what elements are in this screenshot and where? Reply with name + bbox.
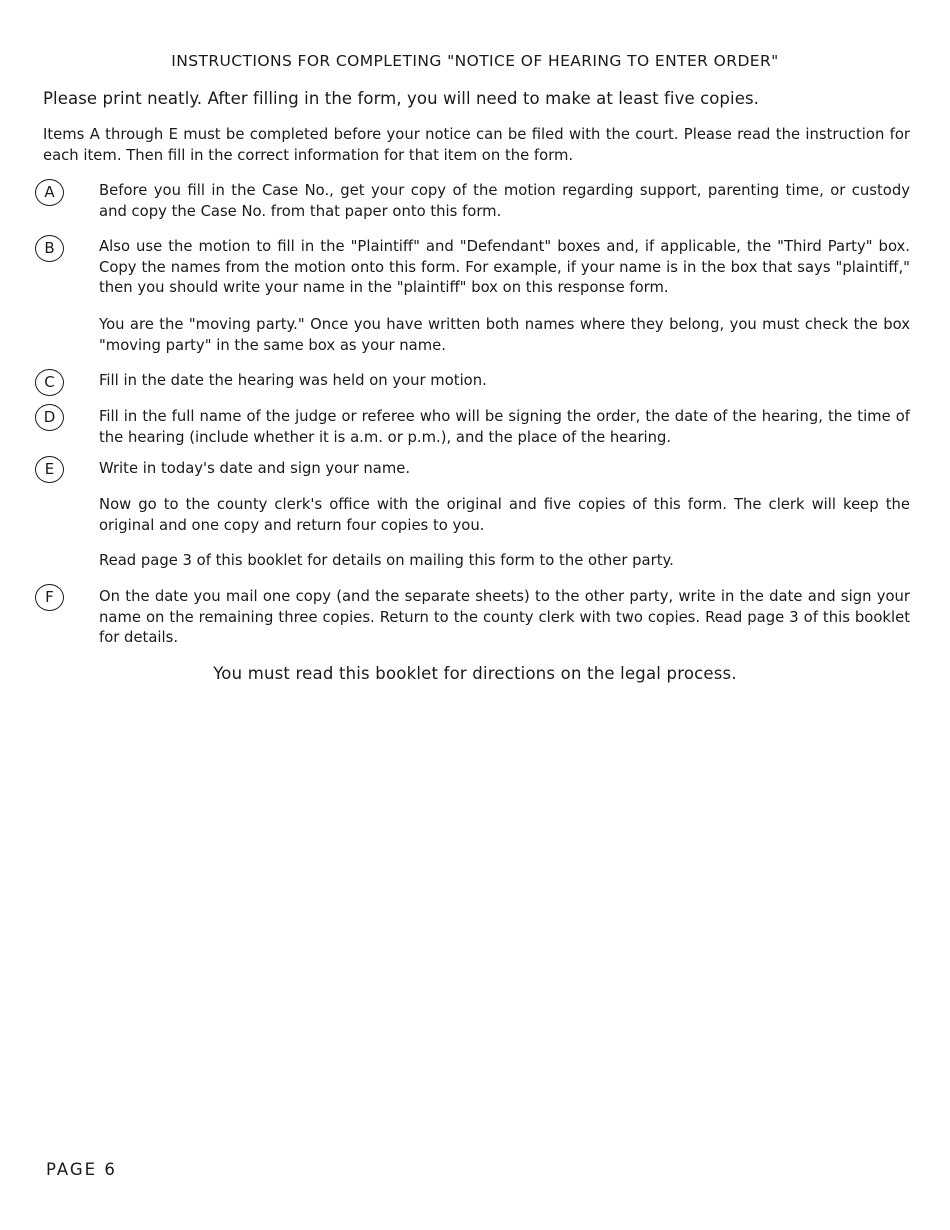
item-b-paragraph-2: You are the "moving party." Once you have written both names where they belong, you must check the box "moving party" in the same box as your name.: [99, 316, 910, 354]
item-c-letter-badge: C: [35, 369, 64, 396]
item-e-paragraph-3: Read page 3 of this booklet for details on mailing this form to the other party.: [99, 552, 674, 569]
item-e-paragraph-1: Write in today's date and sign your name.: [99, 460, 411, 477]
intro-print-neatly: Please print neatly. After filling in the form, you will need to make at least five copies.: [43, 89, 759, 108]
item-c-paragraph-1: Fill in the date the hearing was held on your motion.: [99, 372, 487, 389]
page-number: PAGE 6: [46, 1160, 117, 1179]
item-e-paragraph-2: Now go to the county clerk's office with the original and five copies of this form. The clerk will keep the original and one copy and return four copies to you.: [99, 496, 910, 534]
item-b-letter-badge: B: [35, 235, 64, 262]
item-f-paragraph-1: On the date you mail one copy (and the separate sheets) to the other party, write in the date and sign your name on the remaining three copies. Return to the county clerk with two copies. Read page 3 of this booklet for details.: [99, 588, 910, 646]
intro-items-instructions: Items A through E must be completed before your notice can be filed with the court. Please read the instruction for each item. Then fill in the correct information for that item on the form.: [43, 126, 910, 164]
item-a-paragraph-1: Before you fill in the Case No., get your copy of the motion regarding support, parenting time, or custody and copy the Case No. from that paper onto this form.: [99, 182, 910, 220]
closing-note: You must read this booklet for directions on the legal process.: [213, 664, 737, 683]
item-d-letter-badge: D: [35, 404, 64, 431]
item-e-letter-badge: E: [35, 456, 64, 483]
document-title: INSTRUCTIONS FOR COMPLETING "NOTICE OF HEARING TO ENTER ORDER": [171, 52, 779, 70]
item-d-paragraph-1: Fill in the full name of the judge or referee who will be signing the order, the date of the hearing, the time of the hearing (include whether it is a.m. or p.m.), and the place of the hearing.: [99, 408, 910, 446]
item-f-letter-badge: F: [35, 584, 64, 611]
item-a-letter-badge: A: [35, 179, 64, 206]
item-b-paragraph-1: Also use the motion to fill in the "Plaintiff" and "Defendant" boxes and, if applicable, the "Third Party" box. Copy the names from the motion onto this form. For example, if your name is in the box that says "plaintiff," then you should write your name in the "plaintiff" box on this response form.: [99, 238, 910, 296]
